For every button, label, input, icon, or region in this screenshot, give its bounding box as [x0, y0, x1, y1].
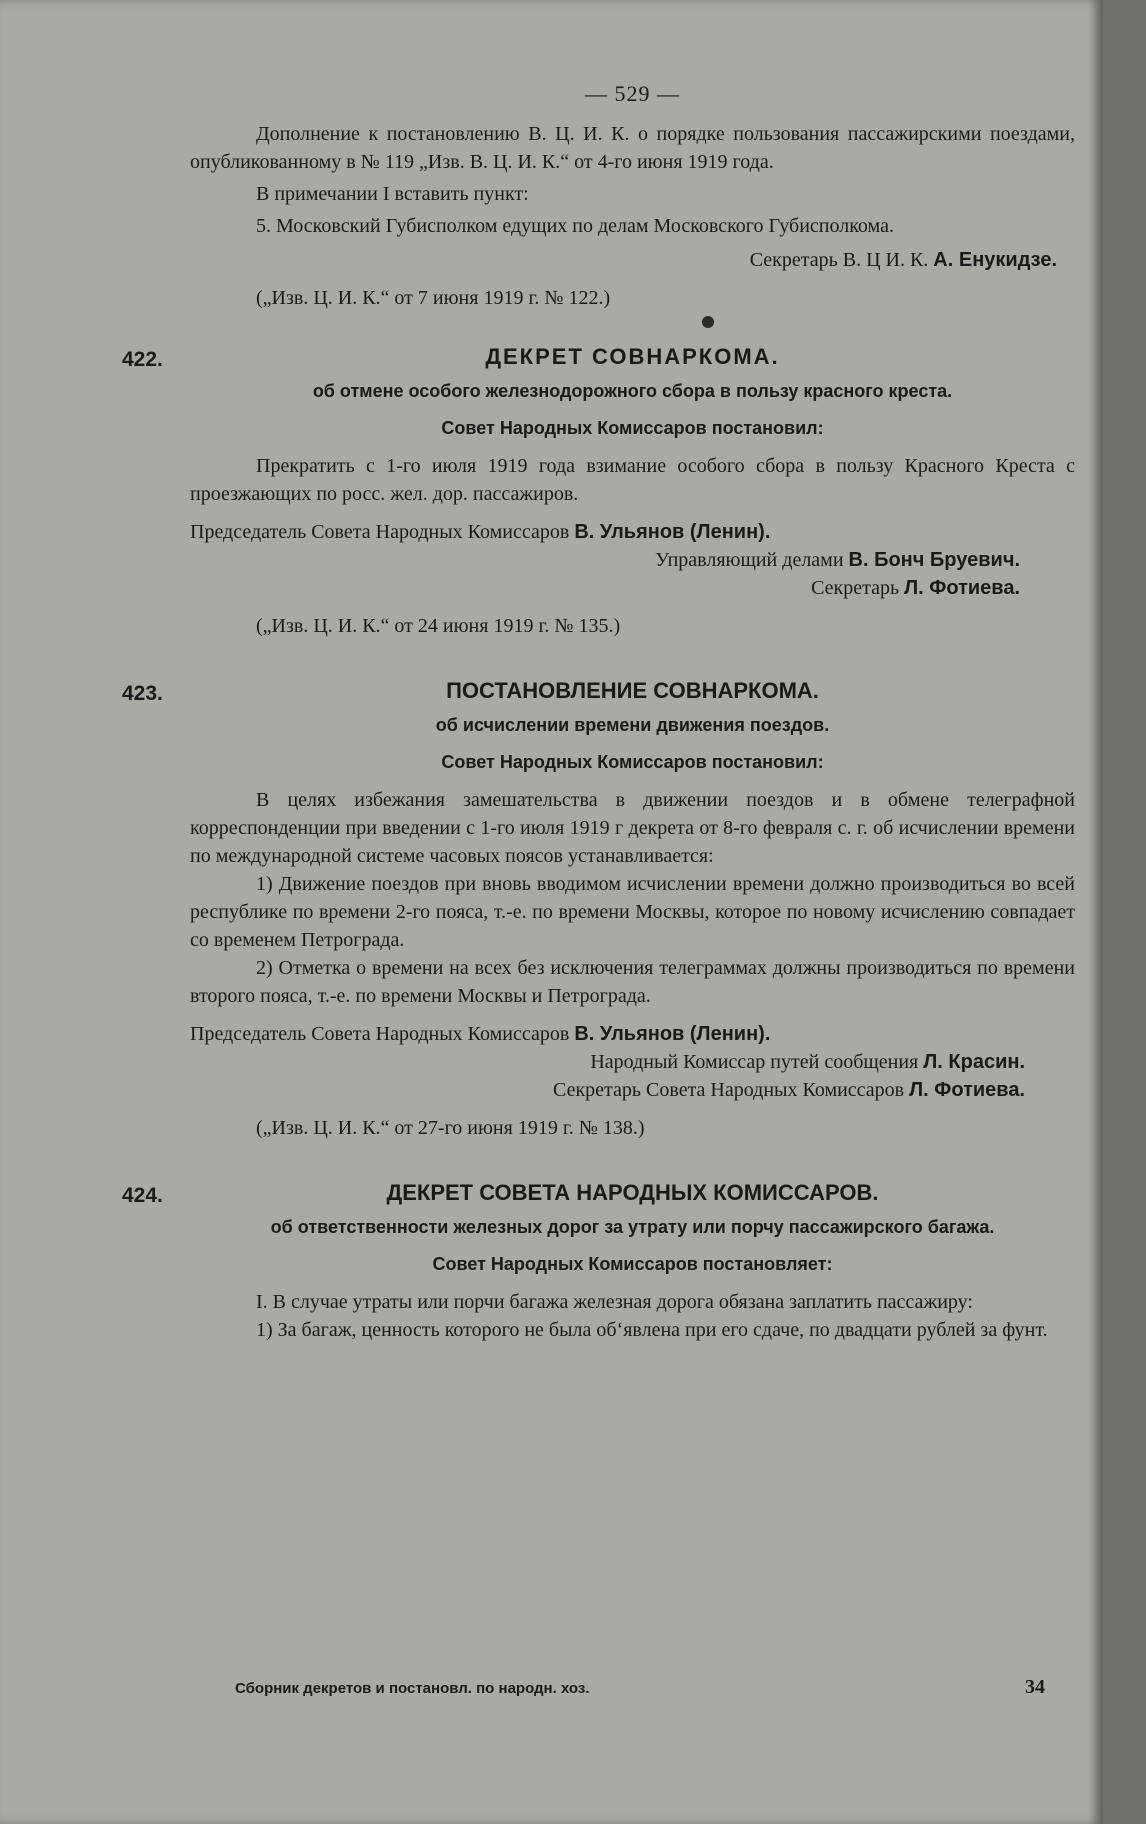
section-subtitle: об исчислении времени движения поездов.: [435, 715, 830, 735]
signature-role: Секретарь: [811, 577, 900, 599]
section-paragraph: 1) Движение поездов при вновь вводимом исчислении времени должно производиться во всей республике по времени 2-го пояса, т.-е. по времени Москвы, которое по новому исчислению совпадает со временем Петрограда.: [190, 873, 1075, 951]
section-paragraph: В целях избежания замешательства в движении поездов и в обмене телеграфной корреспонденции при введении с 1-го июля 1919 г декрета от 8-го февраля с. г. об исчислении времени по международной системе часовых поясов устанавливается:: [190, 789, 1075, 867]
signature-role: Народный Комиссар путей сообщения: [590, 1051, 919, 1073]
signature-line: [190, 1048, 1075, 1076]
signature-name: Л. Фотиева.: [909, 1079, 1025, 1101]
section-title: ДЕКРЕТ СОВЕТА НАРОДНЫХ КОМИССАРОВ.: [386, 1180, 879, 1205]
footer-title: Сборник декретов и постановл. по народн. хоз.: [235, 1680, 590, 1697]
page-number: — 529 —: [585, 81, 680, 106]
signature-name: Л. Фотиева.: [904, 577, 1020, 599]
section-title: ДЕКРЕТ СОВНАРКОМА.: [485, 344, 780, 369]
signature-name: В. Ульянов (Ленин).: [574, 521, 771, 543]
section-source: („Изв. Ц. И. К.“ от 24 июня 1919 г. № 135.): [256, 615, 621, 637]
section-paragraph: I. В случае утраты или порчи багажа железная дорога обязана заплатить пассажиру:: [256, 1291, 973, 1313]
section-paragraph: 2) Отметка о времени на всех без исключения телеграммах должны производиться по времени второго пояса, т.-е. по времени Москвы и Петрограда.: [190, 957, 1075, 1007]
intro-source: („Изв. Ц. И. К.“ от 7 июня 1919 г. № 122.): [256, 287, 611, 309]
section-signatures: [190, 518, 1075, 602]
signature-line: [190, 1076, 1075, 1104]
signature-role: Управляющий делами: [655, 549, 844, 571]
signature-name: Л. Красин.: [923, 1051, 1025, 1073]
page-content: [122, 80, 1075, 1344]
intro-signature-role: Секретарь В. Ц И. К.: [749, 249, 929, 271]
section-subtitle: об ответственности железных дорог за утрату или порчу пассажирского багажа.: [270, 1217, 995, 1237]
signature-role: Секретарь Совета Народных Комиссаров: [552, 1079, 905, 1101]
section-number: 423.: [122, 682, 163, 705]
section-resolved: Совет Народных Комиссаров постановил:: [441, 752, 824, 772]
signature-role: Председатель Совета Народных Комиссаров: [190, 1023, 570, 1045]
signature-role: Председатель Совета Народных Комиссаров: [190, 521, 570, 543]
intro-paragraph: Дополнение к постановлению В. Ц. И. К. о порядке пользования пассажирскими поездами, опубликованному в № 119 „Изв. В. Ц. И. К.“ от 4-го июня 1919 года.: [190, 123, 1075, 173]
section-424: [122, 1178, 1075, 1344]
signature-name: В. Бонч Бруевич.: [848, 549, 1020, 571]
signature-line: [190, 1020, 1075, 1048]
section-423: [122, 676, 1075, 1142]
intro-note: В примечании I вставить пункт:: [256, 183, 529, 205]
section-signatures: [190, 1020, 1075, 1104]
signature-line: [190, 546, 1075, 574]
intro-signature: [190, 246, 1075, 274]
section-paragraph: Прекратить с 1-го июля 1919 года взимание особого сбора в пользу Красного Креста с проезжающих по росс. жел. дор. пассажиров.: [190, 455, 1075, 505]
ink-dot: [702, 316, 714, 328]
section-title: ПОСТАНОВЛЕНИЕ СОВНАРКОМА.: [446, 678, 819, 703]
section-resolved: Совет Народных Комиссаров постановил:: [441, 418, 824, 438]
section-number: 424.: [122, 1184, 163, 1207]
section-number: 422.: [122, 348, 163, 371]
section-422: [122, 342, 1075, 640]
page-footer: [235, 1676, 1045, 1698]
signature-line: [190, 518, 1075, 546]
intro-signature-name: А. Енукидзе.: [933, 249, 1057, 271]
section-source: („Изв. Ц. И. К.“ от 27-го июня 1919 г. № 138.): [256, 1117, 645, 1139]
signature-line: [190, 574, 1075, 602]
section-paragraph: 1) За багаж, ценность которого не была об‘явлена при его сдаче, по двадцати рублей за фунт.: [256, 1319, 1048, 1341]
footer-sheet-number: 34: [1025, 1676, 1045, 1698]
section-subtitle: об отмене особого железнодорожного сбора в пользу красного креста.: [312, 381, 953, 401]
section-resolved: Совет Народных Комиссаров постановляет:: [432, 1254, 833, 1274]
intro-point: 5. Московский Губисполком едущих по делам Московского Губисполкома.: [256, 215, 894, 237]
signature-name: В. Ульянов (Ленин).: [574, 1023, 771, 1045]
